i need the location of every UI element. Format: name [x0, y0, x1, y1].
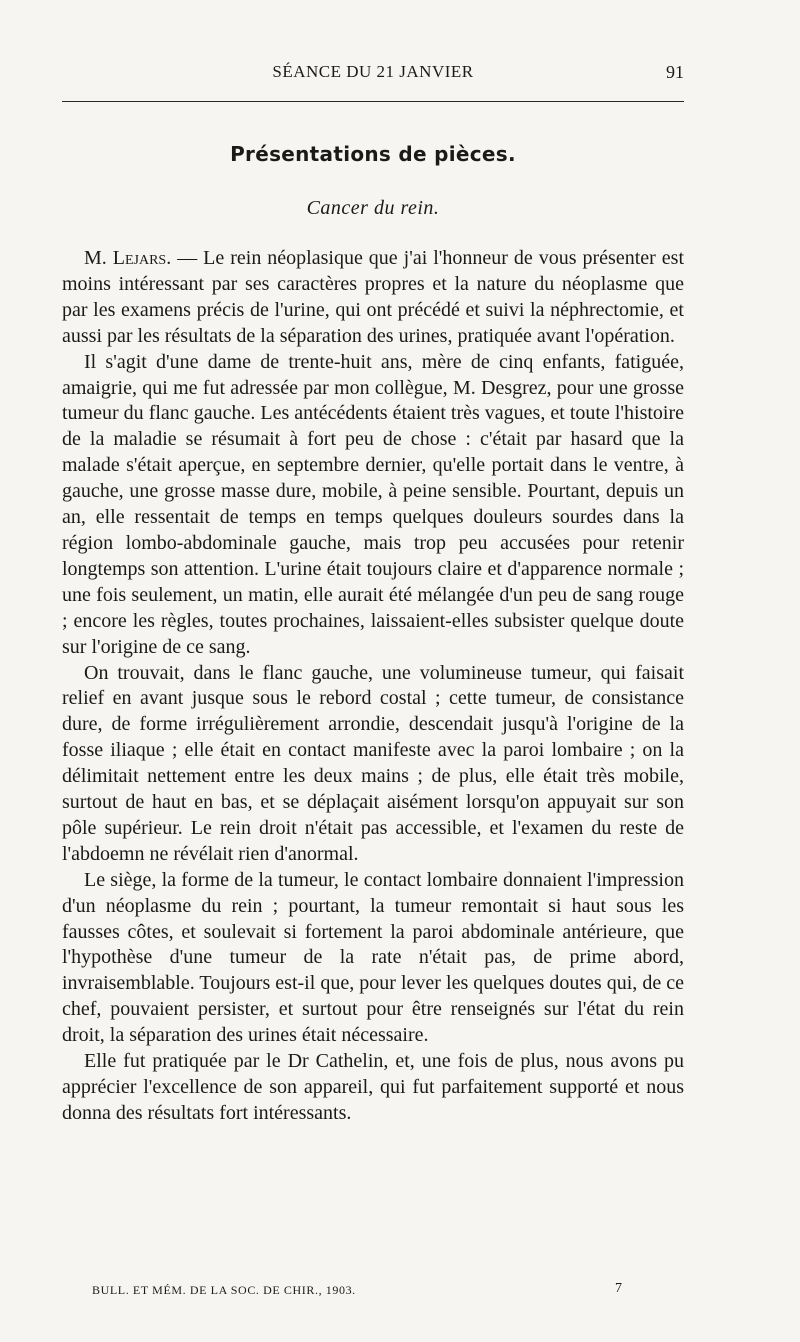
section-title: Présentations de pièces. — [230, 142, 516, 166]
signature-mark: 7 — [615, 1281, 622, 1296]
footer-citation: BULL. ET MÉM. DE LA SOC. DE CHIR., 1903. — [92, 1283, 356, 1297]
paragraph-4: Le siège, la forme de la tumeur, le contact lombaire donnaient l'impression d'un néoplasme du rein ; pourtant, la tumeur remontait si haut sous les fausses côtes, et soulevait si fortement la paroi abdominale antérieure, que l'hypothèse d'une tumeur de la rate n'était pas, de prime abord, invraisemblable. Toujours est-il que, pour lever les quelques doutes qui, de ce chef, pouvaient persister, et surtout pour être renseignés sur l'état du rein droit, la séparation des urines était nécessaire. — [62, 868, 684, 1047]
running-head — [62, 62, 684, 84]
page-number: 91 — [666, 62, 684, 82]
running-title: SÉANCE DU 21 JANVIER — [272, 62, 474, 81]
paragraph-1 — [62, 246, 684, 350]
paragraph-3: On trouvait, dans le flanc gauche, une volumineuse tumeur, qui faisait relief en avant jusque sous le rebord costal ; cette tumeur, de consistance dure, de forme irrégulièrement arrondie, descendait jusqu'à l'origine de la fosse iliaque ; elle était en contact manifeste avec la paroi lombaire ; on la délimitait nettement entre les deux mains ; de plus, elle était très mobile, surtout de haut en bas, et se déplaçait aisément lorsqu'on appuyait sur son pôle supérieur. Le rein droit n'était pas accessible, et l'examen du reste de l'abdoemn ne révélait rien d'anormal. — [62, 661, 684, 865]
speaker-name: M. Lejars. — [84, 247, 172, 269]
paragraph-5: Elle fut pratiquée par le Dr Cathelin, et, une fois de plus, nous avons pu apprécier l'excellence de son appareil, qui fut parfaitement supporté et nous donna des résultats fort intéressants. — [62, 1050, 684, 1124]
article-subtitle: Cancer du rein. — [306, 197, 440, 219]
article-body — [62, 246, 684, 1127]
paragraph-2: Il s'agit d'une dame de trente-huit ans, mère de cinq enfants, fatiguée, amaigrie, qui me fut adressée par mon collègue, M. Desgrez, pour une grosse tumeur du flanc gauche. Les antécédents étaient très vagues, et toute l'histoire de la maladie se résumait à fort peu de chose : c'était par hasard que la malade s'était aperçue, en septembre dernier, qu'elle portait dans le ventre, à gauche, une grosse masse dure, mobile, à peine sensible. Pourtant, depuis un an, elle ressentait de temps en temps quelques douleurs sourdes dans la région lombo-abdominale gauche, mais trop peu accusées pour retenir longtemps son attention. L'urine était toujours claire et d'apparence normale ; une fois seulement, un matin, elle aurait été mélangée d'un peu de sang rouge ; encore les règles, toutes prochaines, laissaient-elles subsister quelque doute sur l'origine de ce sang. — [62, 350, 684, 658]
page-footer — [62, 1283, 684, 1303]
paragraph-text: — Le rein néoplasique que j'ai l'honneur de vous présenter est moins intéressant par ses caractères propres et la nature du néoplasme que par les examens précis de l'urine, qui ont précédé et suivi la néphrectomie, et aussi par les résultats de la séparation des urines, pratiquée avant l'opération. — [62, 247, 684, 347]
header-rule — [62, 101, 684, 102]
